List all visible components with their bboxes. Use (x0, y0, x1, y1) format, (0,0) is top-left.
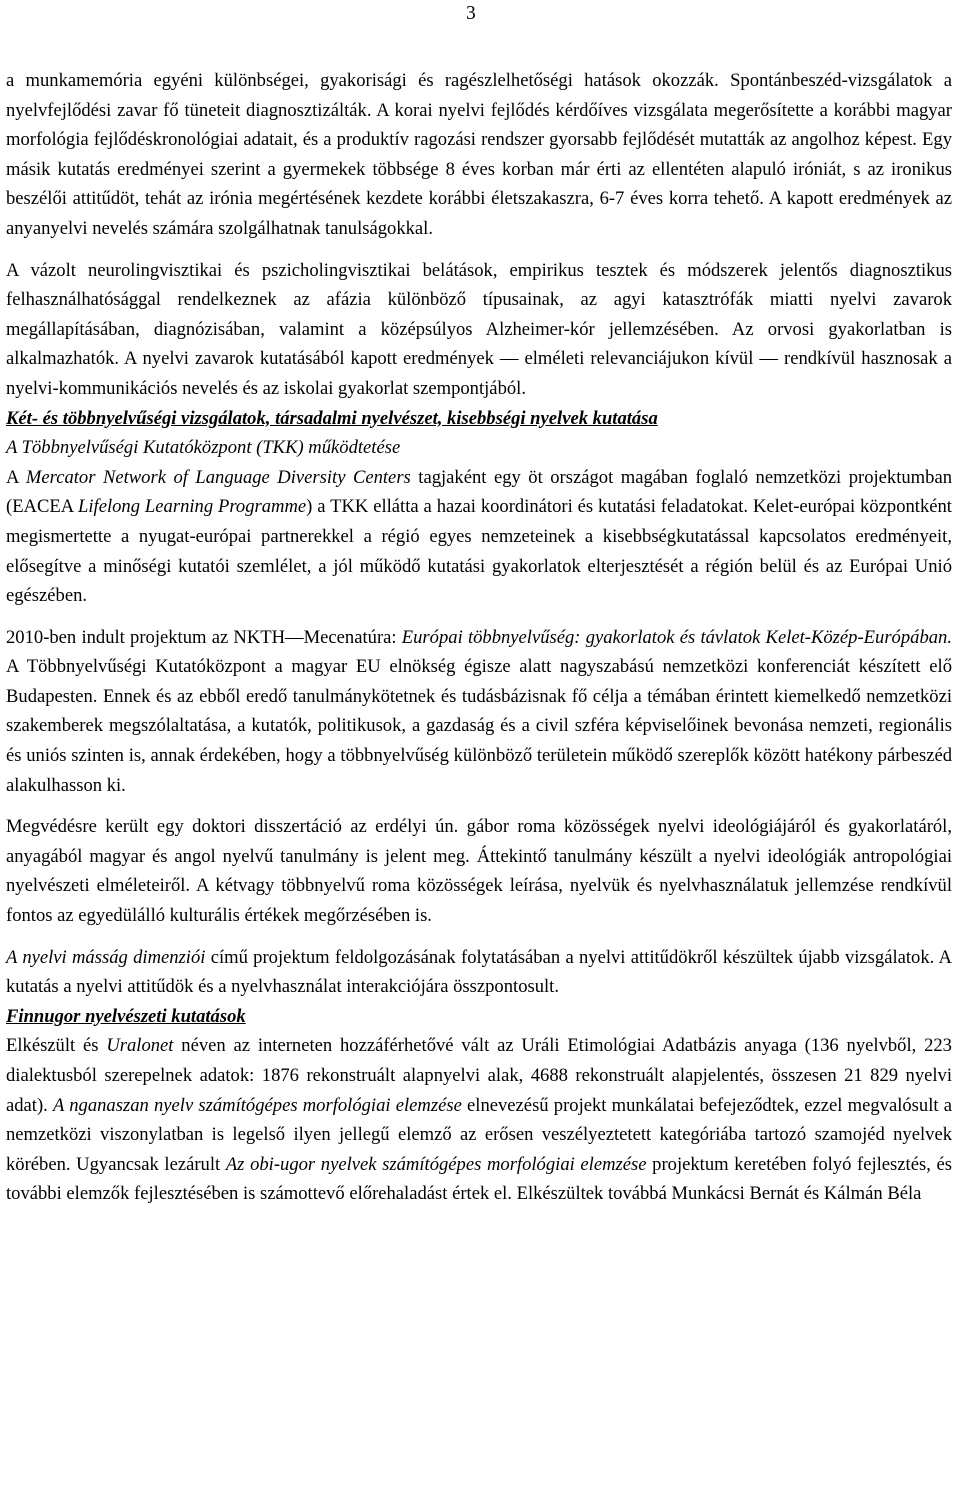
text-run: elnevezésű projekt munkálatai befejeződtek, ezzel megvalósult a nemzetközi viszonylatban is legelső ilyen jellegű elemző az erősen veszélyeztetett kategóriába tartozó szamojéd nyelvek körében. Ugyancsak lezárult (6, 1094, 952, 1175)
lifelong-learning-title: Lifelong Learning Programme (78, 496, 307, 518)
paragraph-mecenatura-project (6, 623, 952, 801)
nganasan-project-title: A nganaszan nyelv számítógépes morfológiai elemzése (53, 1094, 462, 1116)
page-number: 3 (466, 3, 476, 24)
subheading-tkk-operation: A Többnyelvűségi Kutatóközpont (TKK) működtetése (6, 437, 401, 459)
language-otherness-title: A nyelvi másság dimenziói (6, 946, 206, 968)
ob-ugric-project-title: Az obi-ugor nyelvek számítógépes morfológiai elemzése (225, 1153, 647, 1175)
paragraph-neurolinguistic-applications: A vázolt neurolingvisztikai és pszicholingvisztikai belátások, empirikus tesztek és módszerek jelentős diagnosztikus felhasználhatósággal rendelkeznek az afázia különböző típusainak, az agyi katasztrófák miatti nyelvi zavarok megállapításában, diagnózisában, valamint a középsúlyos Alzheimer-kór jellemzésében. Az orvosi gyakorlatban is alkalmazhatók. A nyelvi zavarok kutatásából kapott eredmények — elméleti relevanciájukon kívül — rendkívül hasznosak a nyelvi-kommunikációs nevelés és az iskolai gyakorlat szempontjából. (6, 259, 952, 399)
paragraph-language-otherness (6, 943, 952, 1002)
paragraph-language-development: a munkamemória egyéni különbségei, gyakorisági és ragészlelhetőségi hatások okozzák. Spontánbeszéd-vizsgálatok a nyelvfejlődési zavar fő tüneteit diagnosztizálták. A korai nyelvi fejlődés kérdőíves vizsgálata megerősítette a korábbi magyar morfológia fejlődéskronológiai adatait, és a produktív ragozási rendszer gyorsabb fejlődését mutatták az angolhoz képest. Egy másik kutatás eredményei szerint a gyermekek többsége 8 éves korban már érti az ellentéten alapuló iróniát, s az ironikus beszélői attitűdöt, tehát az irónia megértésének kezdete korábbi életszakaszra, 6-7 éves korra tehető. A kapott eredmények az anyanyelvi nevelés számára szolgálhatnak tanulságokkal. (6, 70, 952, 239)
paragraph-roma-dissertation: Megvédésre került egy doktori disszertáció az erdélyi ún. gábor roma közösségek nyelvi ideológiájáról és gyakorlatáról, anyagából magyar és angol nyelvű tanulmány is jelent meg. Áttekintő tanulmány készült a nyelvi ideológiák antropológiai nyelvészeti elméleteiről. A kétvagy többnyelvű roma közösségek leírása, nyelvük és nyelvhasználatuk jellemzése rendkívül fontos az egyedülálló kulturális értékek megőrzésében is. (6, 816, 952, 927)
mercator-network-title: Mercator Network of Language Diversity Centers (25, 466, 411, 488)
text-run: projektum keretében folyó fejlesztés, és további elemzők fejlesztésében is számottevő előrehaladást értek el. Elkészültek továbbá Munkácsi Bernát és Kálmán Béla (6, 1153, 952, 1205)
paragraph-mercator-network (6, 463, 952, 611)
text-run: ) a TKK ellátta a hazai koordinátori és kutatási feladatokat. Kelet-európai központként megismertette a nyugat-európai partnerekkel a régió egyes nemzeteinek a kisebbségkutatással kapcsolatos eredményeit, elősegítve a minőségi kutatói szemlélet, a jól működő kutatási gyakorlatok elterjesztését a régión belül és az Európai Unió egészében. (6, 496, 952, 607)
european-multilingualism-title: Európai többnyelvűség: gyakorlatok és távlatok Kelet-Közép-Európában. (401, 626, 952, 648)
paragraph-uralonet (6, 1031, 952, 1209)
document-body (6, 66, 952, 1209)
text-run: A Többnyelvűségi Kutatóközpont a magyar EU elnökség égisze alatt nagyszabású nemzetközi konferenciát készített elő Budapesten. Ennek és az ebből eredő tanulmánykötetnek és tudásbázisnak fő célja a témában érintett kiemelkedő nemzetközi szakemberek megszólaltatása, a kutatók, politikusok, a gazdaság és a civil szféra képviselőinek bevonása nemzeti, regionális és uniós szinten is, annak érdekében, hogy a többnyelvűség különböző területein működő szereplők között hatékony párbeszéd alakulhasson ki. (6, 656, 952, 796)
text-run: A (6, 466, 26, 488)
uralonet-name: Uralonet (106, 1035, 174, 1057)
text-run: néven az interneten hozzáférhetővé vált az Uráli Etimológiai Adatbázis anyaga (136 nyelvből, 223 dialektusból szerepelnek adatok: 1876 rekonstruált alapnyelvi alak, 4688 rekonstruált alapjelentés, összesen 21 829 nyelvi adat). (6, 1035, 952, 1116)
text-run: 2010-ben indult projektum az NKTH—Mecenatúra: (6, 626, 402, 648)
text-run: tagjaként egy öt országot magában foglaló nemzetközi projektumban (EACEA (6, 466, 952, 518)
text-run: című projektum feldolgozásának folytatásában a nyelvi attitűdökről készültek újabb vizsgálatok. A kutatás a nyelvi attitűdök és a nyelvhasználat interakciójára összpontosult. (6, 946, 952, 998)
section-heading-finno-ugric: Finnugor nyelvészeti kutatások (6, 1005, 246, 1027)
section-heading-multilingualism: Két- és többnyelvűségi vizsgálatok, társadalmi nyelvészet, kisebbségi nyelvek kutatása (6, 407, 658, 429)
text-run: Elkészült és (6, 1035, 107, 1057)
